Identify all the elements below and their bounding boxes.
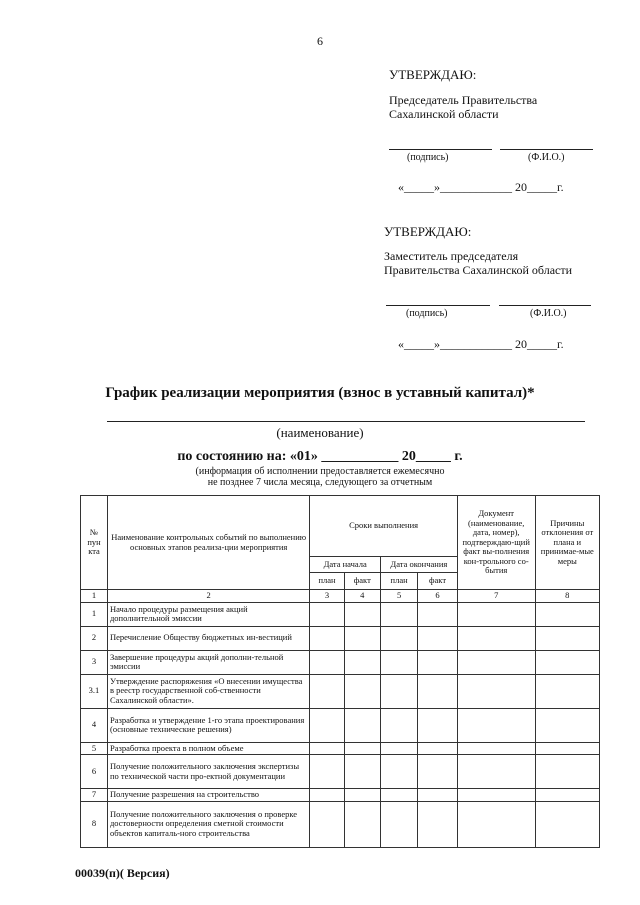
approver-title-line1: Заместитель председателя — [384, 249, 519, 263]
table-row — [81, 674, 600, 708]
cell — [310, 789, 344, 802]
cell — [457, 626, 535, 650]
status-date-line: по состоянию на: «01» ___________ 20_____ г. — [177, 449, 463, 464]
info-note-line2: не позднее 7 числа месяца, следующего за отчетным — [207, 477, 433, 488]
cell — [418, 755, 457, 789]
fio-line — [499, 305, 591, 306]
approval-date: «_____»____________ 20_____г. — [398, 337, 564, 351]
table-row — [81, 801, 600, 847]
header-end-date: Дата окончания — [380, 557, 457, 573]
row-event: Завершение процедуры акций дополни-тельной эмиссии — [107, 650, 309, 674]
signature-line — [386, 305, 490, 306]
header-num: № пун кта — [81, 496, 108, 590]
cell — [380, 742, 417, 755]
cell — [457, 650, 535, 674]
cell — [344, 650, 380, 674]
row-event: Получение разрешения на строительство — [107, 789, 309, 802]
cell — [380, 602, 417, 626]
table-row — [81, 602, 600, 626]
approval-heading: УТВЕРЖДАЮ: — [384, 224, 472, 239]
cell — [380, 626, 417, 650]
cell — [457, 674, 535, 708]
cell — [310, 674, 344, 708]
approver-title-line2: Правительства Сахалинской области — [384, 263, 573, 277]
cell — [418, 742, 457, 755]
signature-label: (подпись) — [406, 308, 448, 319]
cell — [535, 789, 599, 802]
header-start-date: Дата начала — [310, 557, 381, 573]
name-underline — [107, 421, 585, 422]
cell — [535, 742, 599, 755]
approval-heading: УТВЕРЖДАЮ: — [389, 67, 477, 82]
cell — [418, 708, 457, 742]
col-number: 3 — [310, 590, 344, 603]
cell — [418, 674, 457, 708]
cell — [380, 755, 417, 789]
cell — [457, 755, 535, 789]
fio-label: (Ф.И.О.) — [530, 308, 567, 319]
col-number: 1 — [81, 590, 108, 603]
cell — [457, 708, 535, 742]
document-footer: 00039(п)( Версия) — [75, 866, 170, 880]
signature-line — [389, 149, 492, 150]
cell — [535, 626, 599, 650]
cell — [535, 602, 599, 626]
col-number: 5 — [380, 590, 417, 603]
cell — [310, 801, 344, 847]
cell — [344, 742, 380, 755]
table-row — [81, 755, 600, 789]
cell — [380, 650, 417, 674]
row-num: 3 — [81, 650, 108, 674]
cell — [535, 708, 599, 742]
cell — [418, 801, 457, 847]
row-event: Получение положительного заключения экспертизы по технической части про-ектной документации — [107, 755, 309, 789]
header-plan: план — [310, 573, 344, 590]
table-row — [81, 626, 600, 650]
header-fact: факт — [344, 573, 380, 590]
col-number: 8 — [535, 590, 599, 603]
cell — [344, 755, 380, 789]
header-terms: Сроки выполнения — [310, 496, 457, 557]
row-num: 2 — [81, 626, 108, 650]
cell — [418, 650, 457, 674]
cell — [310, 650, 344, 674]
row-num: 4 — [81, 708, 108, 742]
schedule-table — [80, 495, 600, 848]
col-number: 6 — [418, 590, 457, 603]
row-num: 5 — [81, 742, 108, 755]
fio-line — [500, 149, 593, 150]
approver-title-line2: Сахалинской области — [389, 107, 499, 121]
cell — [310, 742, 344, 755]
cell — [380, 789, 417, 802]
signature-label: (подпись) — [407, 152, 449, 163]
cell — [310, 755, 344, 789]
cell — [344, 674, 380, 708]
cell — [310, 626, 344, 650]
cell — [418, 789, 457, 802]
col-number: 7 — [457, 590, 535, 603]
row-num: 6 — [81, 755, 108, 789]
row-num: 1 — [81, 602, 108, 626]
cell — [457, 602, 535, 626]
table-row — [81, 742, 600, 755]
cell — [380, 801, 417, 847]
document-title: График реализации мероприятия (взнос в уставный капитал)* — [105, 385, 535, 401]
cell — [380, 708, 417, 742]
header-document: Документ (наименование, дата, номер), подтверждаю-щий факт вы-полнения кон-трольного со-бытия — [457, 496, 535, 590]
cell — [310, 708, 344, 742]
name-label: (наименование) — [276, 425, 364, 440]
row-num: 7 — [81, 789, 108, 802]
cell — [380, 674, 417, 708]
row-num: 8 — [81, 801, 108, 847]
table-row — [81, 789, 600, 802]
cell — [457, 801, 535, 847]
row-event: Перечисление Обществу бюджетных ин-вестиций — [107, 626, 309, 650]
row-event: Начало процедуры размещения акций дополнительной эмиссии — [107, 602, 309, 626]
cell — [418, 602, 457, 626]
col-number: 4 — [344, 590, 380, 603]
row-event: Разработка и утверждение 1-го этапа проектирования (основные технические решения) — [107, 708, 309, 742]
cell — [344, 789, 380, 802]
cell — [535, 650, 599, 674]
column-number-row — [81, 590, 600, 603]
cell — [344, 801, 380, 847]
cell — [535, 801, 599, 847]
row-num: 3.1 — [81, 674, 108, 708]
cell — [344, 602, 380, 626]
row-event: Утверждение распоряжения «О внесении имущества в реестр государственной соб-ственности Сахалинской области». — [107, 674, 309, 708]
row-event: Получение положительного заключения о проверке достоверности определения сметной стоимости объектов капиталь-ного строительства — [107, 801, 309, 847]
cell — [457, 742, 535, 755]
cell — [535, 674, 599, 708]
header-name: Наименование контрольных событий по выполнению основных этапов реализа-ции мероприятия — [107, 496, 309, 590]
approval-date: «_____»____________ 20_____г. — [398, 180, 564, 194]
cell — [457, 789, 535, 802]
col-number: 2 — [107, 590, 309, 603]
fio-label: (Ф.И.О.) — [528, 152, 565, 163]
approver-title-line1: Председатель Правительства — [389, 93, 538, 107]
header-plan: план — [380, 573, 417, 590]
cell — [535, 755, 599, 789]
cell — [418, 626, 457, 650]
info-note-line1: (информация об исполнении предоставляется ежемесячно — [195, 466, 445, 477]
header-reason: Причины отклонения от плана и принимае-мые меры — [535, 496, 599, 590]
header-fact: факт — [418, 573, 457, 590]
cell — [310, 602, 344, 626]
info-note — [0, 466, 640, 488]
cell — [344, 626, 380, 650]
row-event: Разработка проекта в полном объеме — [107, 742, 309, 755]
cell — [344, 708, 380, 742]
page-number: 6 — [317, 34, 323, 48]
table-row — [81, 708, 600, 742]
table-row — [81, 650, 600, 674]
